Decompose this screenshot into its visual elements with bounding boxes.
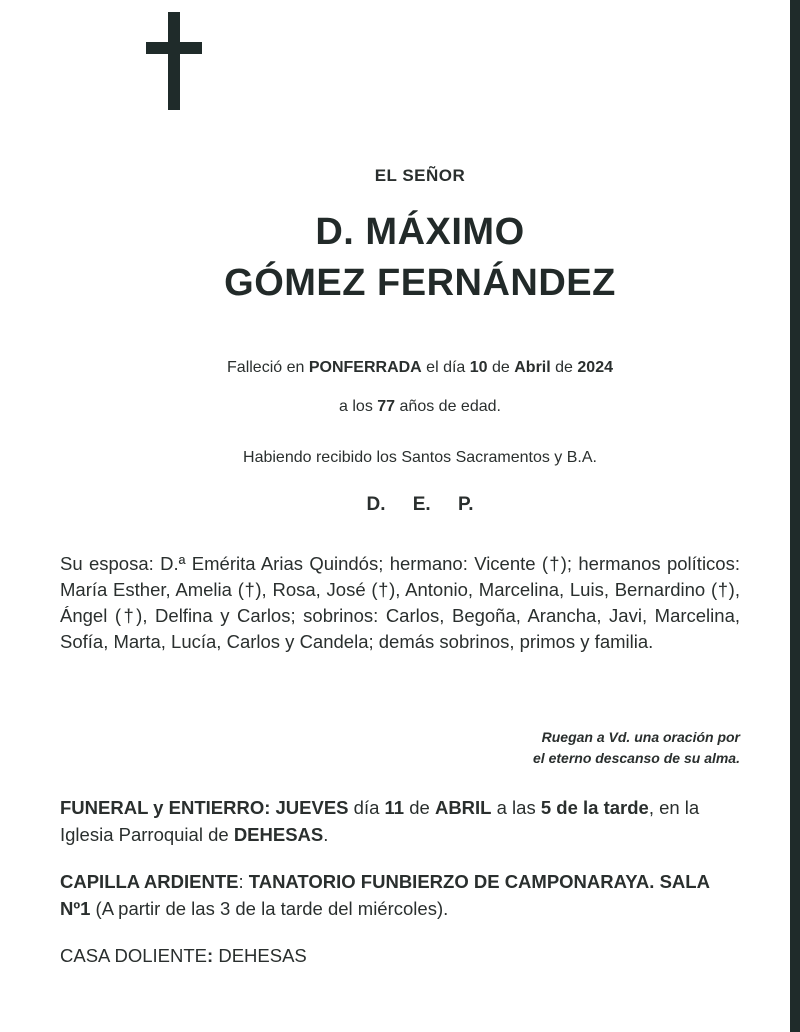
casa-place: DEHESAS: [213, 945, 307, 966]
casa-label: CASA DOLIENTE: [60, 945, 208, 966]
age-info: a los 77 años de edad.: [339, 398, 501, 415]
funeral-info: FUNERAL y ENTIERRO: JUEVES día 11 de ABRIL a las 5 de la tarde, en la Iglesia Parroquial de DEHESAS.: [60, 797, 700, 845]
casa-info: CASA DOLIENTE: DEHESAS: [60, 945, 307, 966]
funeral-church: DEHESAS: [233, 824, 324, 845]
deceased-name-line1: D. MÁXIMO: [315, 211, 525, 253]
prayer-line1: Ruegan a Vd. una oración por: [541, 729, 740, 745]
deceased-name-line2: GÓMEZ FERNÁNDEZ: [224, 262, 616, 304]
capilla-place: TANATORIO FUNBIERZO DE CAMPONARAYA. SALA Nº1: [60, 871, 710, 919]
funeral-month: ABRIL: [434, 797, 492, 818]
death-year: 2024: [577, 359, 613, 376]
death-month: Abril: [514, 359, 551, 376]
cross-icon: [146, 12, 202, 110]
title-prefix: EL SEÑOR: [374, 166, 466, 185]
funeral-weekday: JUEVES: [275, 797, 349, 818]
right-border-rule: [790, 0, 800, 1032]
capilla-info: CAPILLA ARDIENTE: TANATORIO FUNBIERZO DE CAMPONARAYA. SALA Nº1 (A partir de las 3 de la tarde del miércoles).: [60, 871, 710, 919]
age-value: 77: [377, 398, 396, 415]
funeral-time: 5 de la tarde: [540, 797, 649, 818]
sacraments-line: Habiendo recibido los Santos Sacramentos y B.A.: [243, 449, 597, 466]
dep-line: D. E. P.: [366, 494, 474, 515]
funeral-label: FUNERAL y ENTIERRO:: [60, 797, 271, 818]
capilla-label: CAPILLA ARDIENTE: [60, 871, 239, 892]
prayer-line2: el eterno descanso de su alma.: [533, 750, 740, 766]
death-day: 10: [469, 359, 488, 376]
death-info: Falleció en PONFERRADA el día 10 de Abril de 2024: [227, 359, 613, 376]
prayer-request: [340, 727, 740, 769]
funeral-day: 11: [384, 797, 405, 818]
death-place: PONFERRADA: [308, 359, 422, 376]
family-paragraph: Su esposa: D.ª Emérita Arias Quindós; hermano: Vicente (†); hermanos políticos: María Esther, Amelia (†), Rosa, José (†), Antonio, Marcelina, Luis, Bernardino (†), Ángel (†), Delfina y Carlos; sobrinos: Carlos, Begoña, Arancha, Javi, Marcelina, Sofía, Marta, Lucía, Carlos y Candela; demás sobrinos, primos y familia.: [60, 553, 740, 652]
